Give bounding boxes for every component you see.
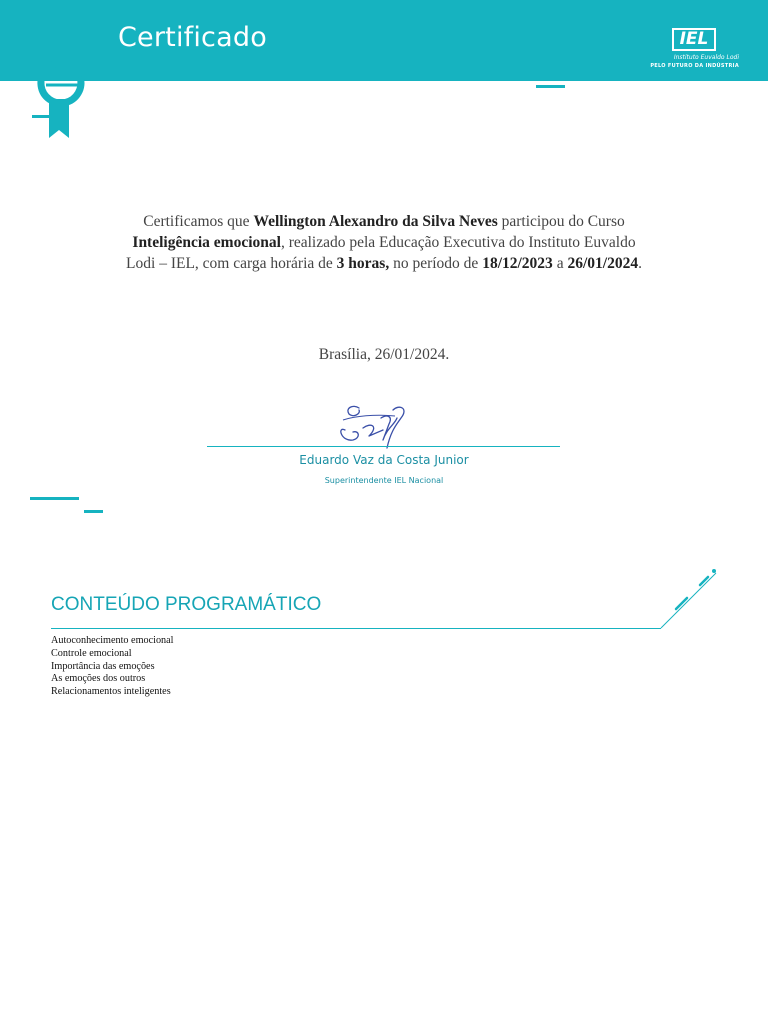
- start-date: 18/12/2023: [482, 255, 553, 272]
- list-item: Relacionamentos inteligentes: [51, 686, 171, 698]
- certificate-statement: [120, 211, 648, 274]
- section-divider: [51, 628, 661, 629]
- list-item: As emoções dos outros: [51, 673, 146, 685]
- statement-text: a: [552, 255, 568, 272]
- signature-line: [207, 446, 560, 447]
- list-item: Autoconhecimento emocional: [51, 635, 174, 646]
- decor-bar: [84, 510, 103, 513]
- corner-decoration: [650, 565, 722, 635]
- program-topics: [51, 635, 174, 699]
- end-date: 26/01/2024: [567, 255, 639, 272]
- handwritten-signature: [335, 400, 425, 452]
- iel-logo: [650, 28, 745, 74]
- header-banner: [0, 0, 768, 81]
- decor-bar: [496, 73, 536, 76]
- logo-mark: IEL: [679, 29, 709, 49]
- recipient-name: Wellington Alexandro da Silva Neves: [253, 213, 498, 230]
- logo-tagline: PELO FUTURO DA INDÚSTRIA: [650, 63, 739, 69]
- logo-subtitle: Instituto Euvaldo Lodi: [673, 54, 739, 61]
- statement-text: no período de: [389, 255, 483, 272]
- place-date: Brasília, 26/01/2024.: [318, 346, 450, 363]
- signatory-name: Eduardo Vaz da Costa Junior: [299, 453, 469, 467]
- list-item: Importância das emoções: [51, 660, 155, 672]
- decor-bar: [536, 85, 565, 88]
- statement-text: participou do Curso: [497, 213, 625, 230]
- course-hours: 3 horas,: [336, 255, 390, 272]
- signatory-role: Superintendente IEL Nacional: [324, 476, 444, 485]
- course-name: Inteligência emocional: [132, 234, 281, 251]
- statement-text: , realizado pela Educação Executiva do Instituto Euvaldo Lodi – IEL, com carga horária de: [126, 234, 636, 272]
- certificate-title: Certificado: [118, 22, 267, 53]
- certificate-seal-icon: [30, 55, 92, 143]
- program-title: CONTEÚDO PROGRAMÁTICO: [51, 594, 322, 615]
- statement-text: .: [638, 255, 642, 272]
- statement-text: Certificamos que: [143, 213, 254, 230]
- decor-bar: [30, 497, 79, 500]
- list-item: Controle emocional: [51, 647, 132, 659]
